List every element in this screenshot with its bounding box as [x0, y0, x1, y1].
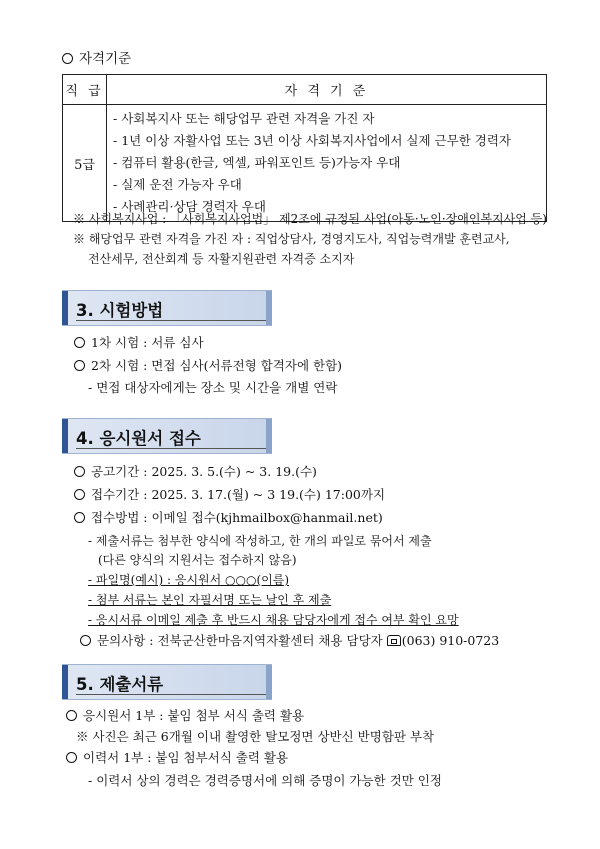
- circle-bullet-icon: [66, 710, 77, 721]
- note-related-license-cont: 전산세무, 전산회계 등 자활지원관련 자격증 소지자: [88, 252, 355, 266]
- circle-bullet-icon: [62, 53, 73, 64]
- criteria-item: - 컴퓨터 활용(한글, 엑셀, 파워포인트 등)가능자 우대: [113, 155, 401, 170]
- section-heading-application: 4. 응시원서 접수: [62, 418, 272, 454]
- table-header-row: [63, 75, 547, 105]
- circle-bullet-icon: [74, 466, 85, 477]
- inquiry-contact: 문의사항 : 전북군산한마음지역자활센터 채용 담당자 (063) 910-0723: [80, 631, 499, 649]
- submission-detail: - 파일명(예시) : 응시원서 ○○○(이름): [88, 573, 290, 587]
- circle-bullet-icon: [74, 512, 85, 523]
- column-header-criteria: 자 격 기 준: [107, 75, 547, 105]
- heading-accent-bar: [62, 665, 68, 699]
- circle-bullet-icon: [74, 337, 85, 348]
- heading-accent-bar: [62, 419, 68, 453]
- criteria-item: - 1년 이상 자활사업 또는 3년 이상 사회복지사업에서 실제 근무한 경력자: [113, 133, 511, 148]
- grade-cell: 5급: [63, 105, 107, 222]
- criteria-item: - 사회복지사 또는 해당업무 관련 자격을 가진 자: [113, 111, 375, 126]
- criteria-item: - 실제 운전 가능자 우대: [113, 177, 242, 192]
- criteria-cell: [107, 105, 547, 222]
- submission-detail: - 첨부 서류는 본인 자필서명 또는 날인 후 제출: [88, 593, 332, 607]
- section-heading-documents: 5. 제출서류: [62, 664, 272, 700]
- section-heading-exam-method: 3. 시험방법: [62, 290, 272, 326]
- criteria-item: - 사례관리·상담 경력자 우대: [113, 199, 266, 214]
- table-row: [63, 105, 547, 222]
- document-application-form: 응시원서 1부 : 붙임 첨부 서식 출력 활용: [66, 706, 304, 724]
- column-header-grade: 직 급: [63, 75, 107, 105]
- receipt-method: 접수방법 : 이메일 접수(kjhmailbox@hanmail.net): [74, 508, 383, 526]
- submission-detail: (다른 양식의 지원서는 접수하지 않음): [98, 553, 297, 567]
- note-related-license: ※ 해당업무 관련 자격을 가진 자 : 직업상담사, 경영지도사, 직업능력개발 훈련교사,: [73, 232, 510, 246]
- submission-detail: - 응시서류 이메일 제출 후 반드시 채용 담당자에게 접수 여부 확인 요망: [88, 613, 459, 627]
- circle-bullet-icon: [74, 360, 85, 371]
- document-career-note: - 이력서 상의 경력은 경력증명서에 의해 증명이 가능한 것만 인정: [88, 773, 442, 788]
- exam-step-2: 2차 시험 : 면접 심사(서류전형 합격자에 한함): [74, 356, 342, 374]
- telephone-icon: [387, 635, 401, 646]
- receipt-period: 접수기간 : 2025. 3. 17.(월) ~ 3 19.(수) 17:00까지: [74, 485, 385, 503]
- document-resume: 이력서 1부 : 붙임 첨부서식 출력 활용: [66, 748, 288, 766]
- exam-interview-note: - 면접 대상자에게는 장소 및 시간을 개별 연락: [88, 380, 338, 395]
- note-social-welfare: ※ 사회복지사업 : 「사회복지사업법」 제2조에 규정된 사업(아동·노인·장애인복지사업 등): [73, 212, 547, 226]
- qualification-table: [62, 74, 547, 222]
- circle-bullet-icon: [66, 752, 77, 763]
- heading-accent-bar: [62, 291, 68, 325]
- document-photo-note: ※ 사진은 최근 6개월 이내 촬영한 탈모정면 상반신 반명함판 부착: [76, 729, 435, 744]
- circle-bullet-icon: [80, 635, 91, 646]
- qualification-title: 자격기준: [62, 47, 131, 67]
- exam-step-1: 1차 시험 : 서류 심사: [74, 333, 204, 351]
- notice-period: 공고기간 : 2025. 3. 5.(수) ~ 3. 19.(수): [74, 462, 317, 480]
- submission-detail: - 제출서류는 첨부한 양식에 작성하고, 한 개의 파일로 묶어서 제출: [88, 534, 432, 548]
- circle-bullet-icon: [74, 489, 85, 500]
